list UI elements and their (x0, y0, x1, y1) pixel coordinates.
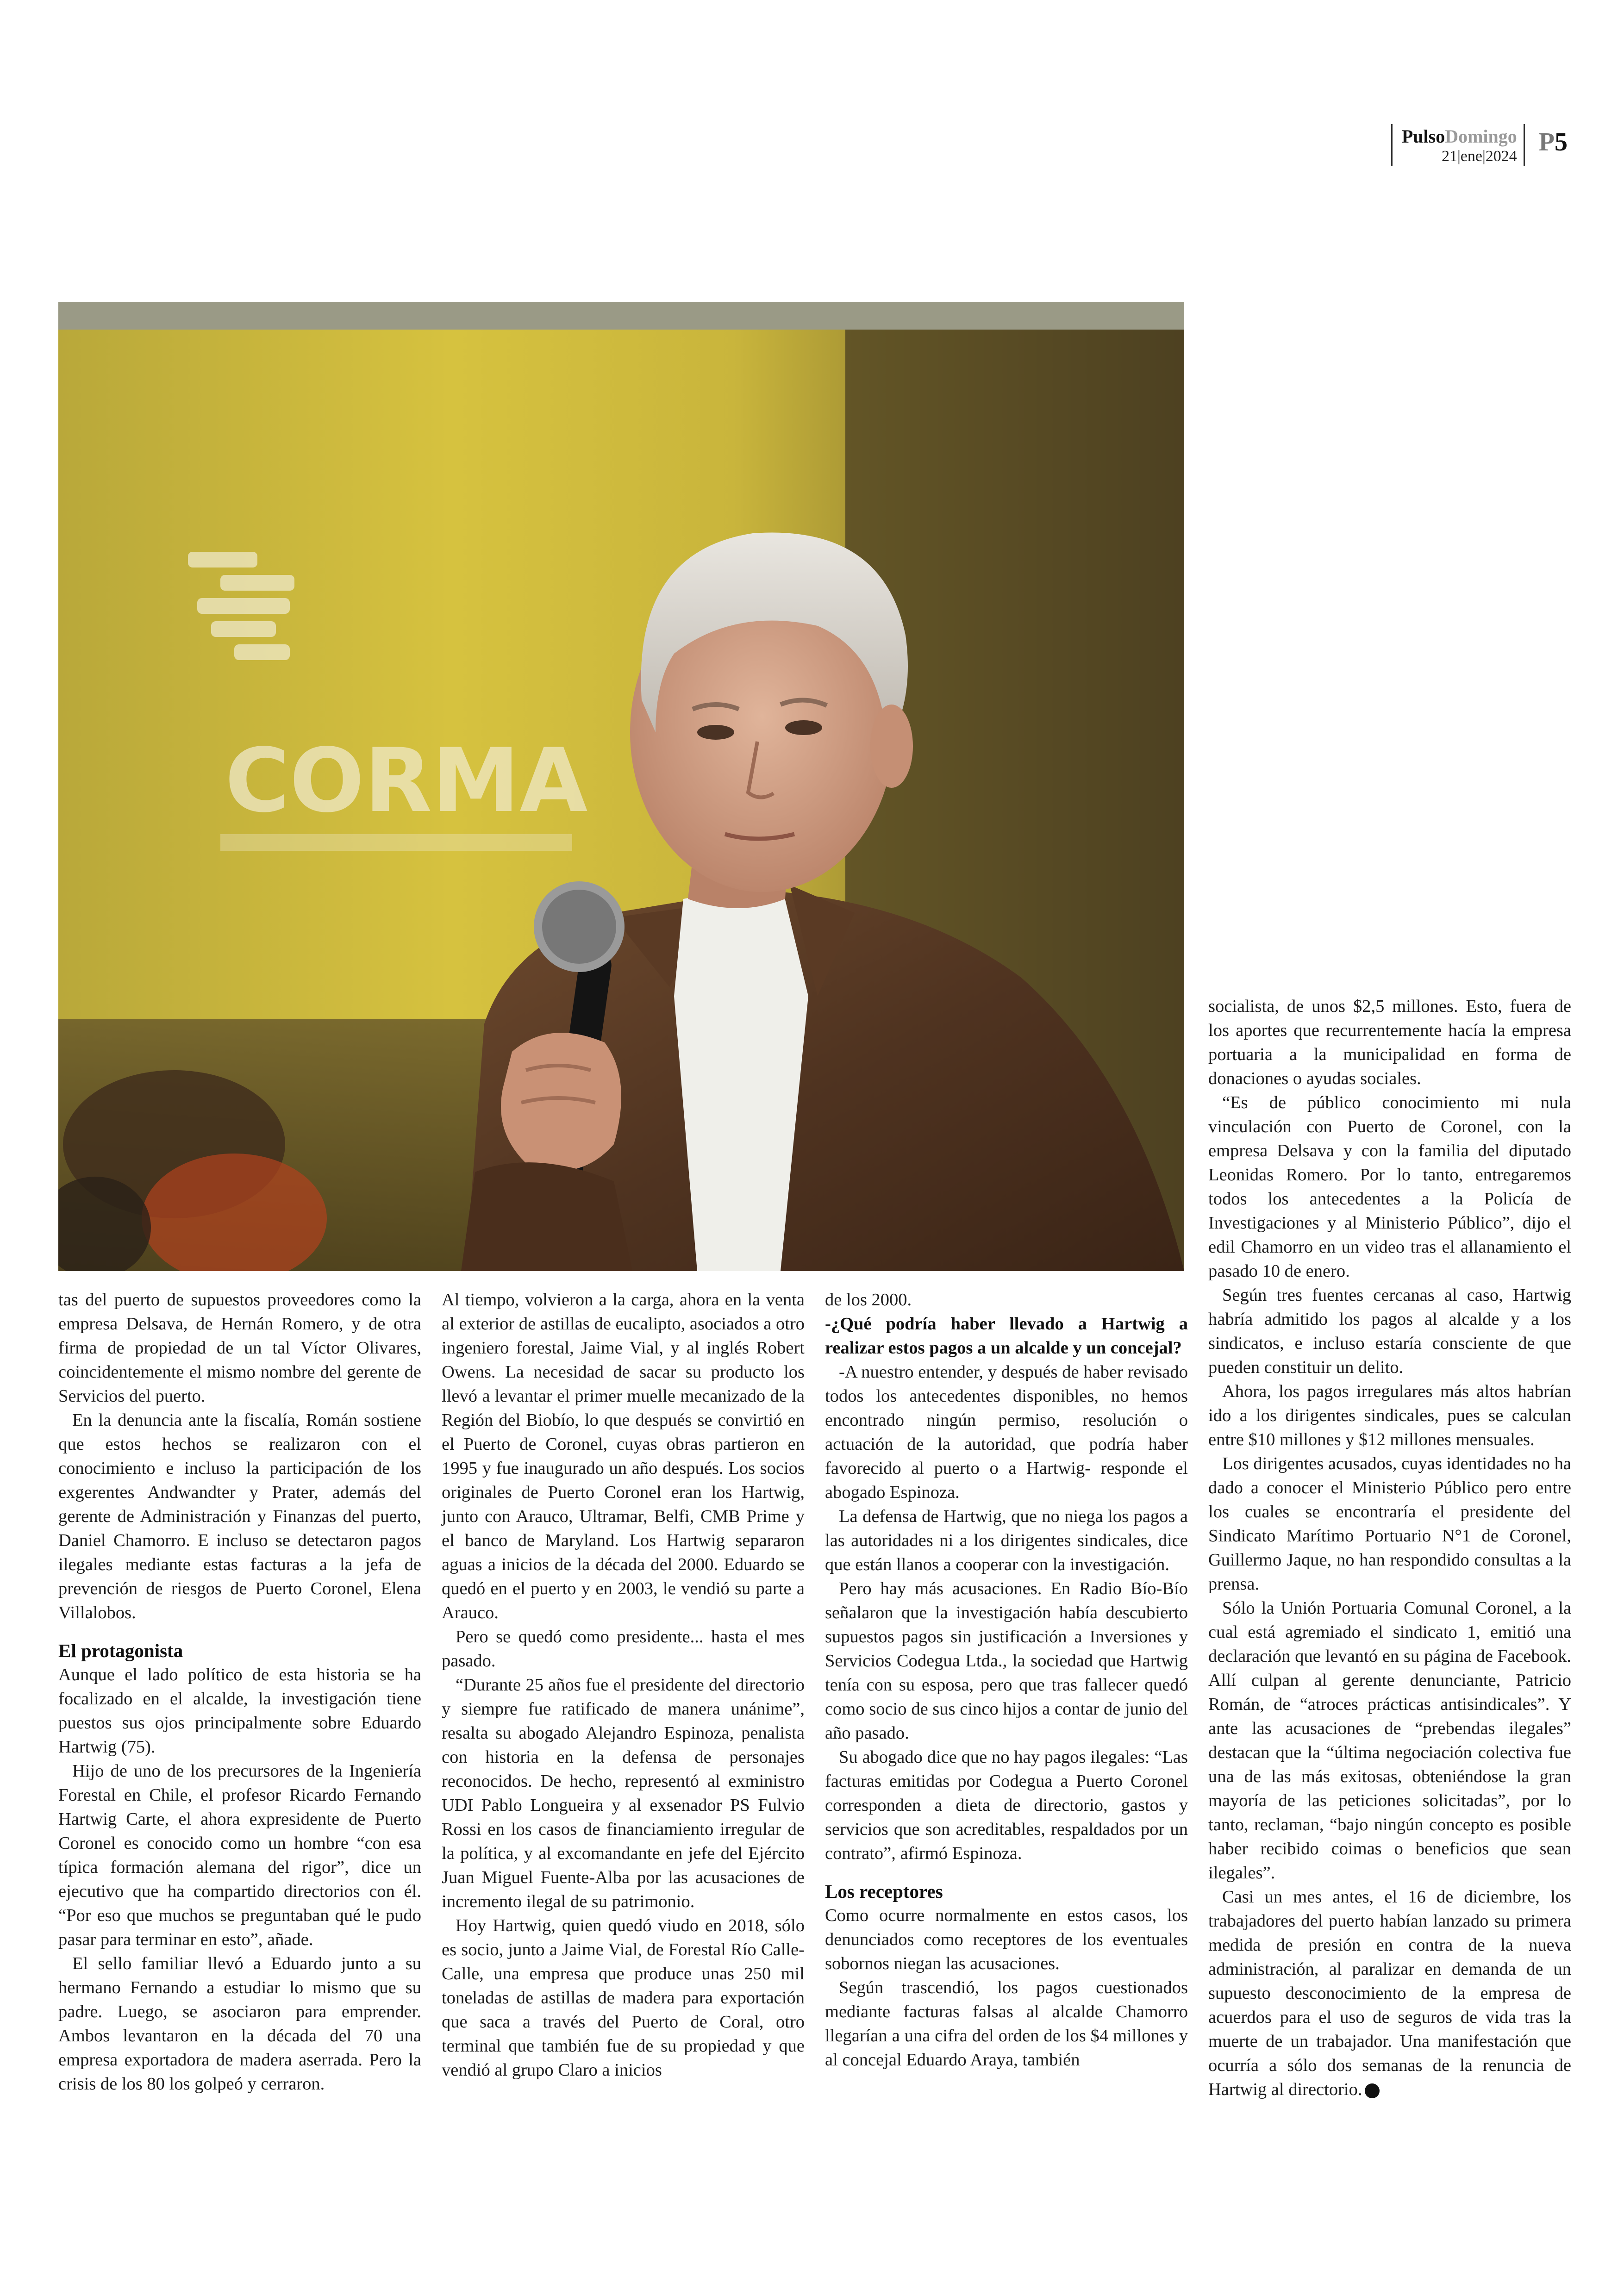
article-photo (58, 302, 1184, 1271)
paragraph: Hijo de uno de los precursores de la Ingeniería Forestal en Chile, el profesor Ricardo Fernando Hartwig Carte, el ahora expresidente de Puerto Coronel es conocido como un hombre “con esa típica formación alemana del rigor”, dice un ejecutivo que ha compartido directorios con él. “Por eso que muchos se preguntaban qué le pudo pasar para terminar en esto”, añade. (58, 1761, 421, 1949)
brand-main: Pulso (1401, 126, 1445, 147)
paragraph-text: Casi un mes antes, el 16 de diciembre, los trabajadores del puerto habían lanzado su primera medida de presión en contra de la nueva administración, al paralizar en demanda de un supuesto desconocimiento de la empresa de acuerdos para el uso de seguros de vida tras la muerte de un trabajador. Una manifestación que ocurría a sólo dos semanas de la renuncia de Hartwig al directorio. (1208, 1887, 1571, 2099)
paragraph: Su abogado dice que no hay pagos ilegales: “Las facturas emitidas por Codegua a Puerto Coronel corresponden a dieta de directorio, gastos y servicios que son acreditables, respaldados por un contrato”, afirmó Espinoza. (825, 1747, 1188, 1863)
paragraph: Como ocurre normalmente en estos casos, los denunciados como receptores de los eventuales sobornos niegan las acusaciones. (825, 1906, 1188, 1973)
paragraph: Sólo la Unión Portuaria Comunal Coronel, a la cual está agremiado el sindicato 1, emitió una declaración que levantó en su página de Facebook. Allí culpan al gerente denunciante, Patricio Román, de “atroces prácticas antisindicales”. Y ante las acusaciones de “prebendas ilegales” destacan que la “última negociación colectiva fue una de las más exitosas, obteniéndose la gran mayoría de las peticiones solicitadas”, por lo tanto, reclaman, “bajo ningún concepto es posible haber recibido coimas o beneficios que sean ilegales”. (1208, 1598, 1571, 1883)
subheading-receptores: Los receptores (825, 1881, 943, 1902)
photo-illustration (58, 302, 1184, 1271)
article-column-1 (58, 1288, 421, 2096)
paragraph: Pero hay más acusaciones. En Radio Bío-Bío señalaron que la investigación había descubierto supuestos pagos sin justificación a Inversiones y Servicios Codegua Ltda., la sociedad que Hartwig tenía con su esposa, pero que tras fallecer quedó como socio de sus cinco hijos a contar de junio del año pasado. (825, 1579, 1188, 1743)
paragraph: -A nuestro entender, y después de haber revisado todos los antecedentes disponibles, no hemos encontrado ningún permiso, resolución o actuación de la autoridad, que podría haber favorecido al puerto o a Hartwig- responde el abogado Espinoza. (825, 1362, 1188, 1502)
paragraph: Ahora, los pagos irregulares más altos habrían ido a los dirigentes sindicales, pues se calculan entre $10 millones y $12 millones mensuales. (1208, 1382, 1571, 1449)
paragraph: Pero se quedó como presidente... hasta el mes pasado. (442, 1627, 805, 1671)
page-header (1391, 124, 1568, 170)
article-column-3 (825, 1288, 1188, 2072)
paragraph: tas del puerto de supuestos proveedores como la empresa Delsava, de Hernán Romero, y de otra firma de propiedad de un tal Víctor Olivares, coincidentemente el mismo nombre del gerente de Servicios del puerto. (58, 1290, 421, 1406)
paragraph: En la denuncia ante la fiscalía, Román sostiene que estos hechos se realizaron con el conocimiento e incluso la participación de los exgerentes Andwandter y Prater, además del gerente de Administración y Finanzas del puerto, Daniel Chamorro. E incluso se detectaron pagos ilegales mediante estas facturas a la jefa de prevención de riesgos de Puerto Coronel, Elena Villalobos. (58, 1410, 421, 1622)
paragraph: “Es de público conocimiento mi nula vinculación con Puerto de Coronel, con la empresa Delsava y con la familia del diputado Leonidas Romero. Por lo tanto, entregaremos todos los antecedentes a la Policía de Investigaciones y al Ministerio Público”, dijo el edil Chamorro en un video tras el allanamiento el pasado 10 de enero. (1208, 1093, 1571, 1281)
article-column-2 (442, 1288, 805, 2082)
end-of-article-icon: P (1365, 2083, 1380, 2098)
paragraph: Los dirigentes acusados, cuyas identidades no ha dado a conocer el Ministerio Público pero entre los cuales se encontraría el presidente del Sindicato Marítimo Portuario N°1 de Coronel, Guillermo Jaque, no han respondido consultas a la prensa. (1208, 1454, 1571, 1594)
subheading-protagonista: El protagonista (58, 1640, 183, 1661)
page-number-value: 5 (1555, 128, 1568, 156)
page-prefix: P (1538, 128, 1555, 156)
publication-name (1402, 126, 1517, 147)
interview-question: -¿Qué podría haber llevado a Hartwig a realizar estos pagos a un alcalde y un concejal? (825, 1314, 1188, 1358)
paragraph: Según tres fuentes cercanas al caso, Hartwig habría admitido los pagos al alcalde y a los sindicatos, e incluso estaría consciente de que pueden constituir un delito. (1208, 1285, 1571, 1377)
paragraph: El sello familiar llevó a Eduardo junto a su hermano Fernando a estudiar lo mismo que su padre. Luego, se asociaron para emprender. Ambos levantaron en la década del 70 una empresa exportadora de madera aserrada. Pero la crisis de los 80 los golpeó y cerraron. (58, 1954, 421, 2094)
paragraph: socialista, de unos $2,5 millones. Esto, fuera de los aportes que recurrentemente hacía la empresa portuaria a la municipalidad en forma de donaciones o ayudas sociales. (1208, 997, 1571, 1088)
corma-sign-text: CORMA (225, 730, 588, 832)
masthead (1391, 124, 1525, 166)
paragraph: “Durante 25 años fue el presidente del directorio y siempre fue ratificado de manera unánime”, resalta su abogado Alejandro Espinoza, penalista con historia en la defensa de personajes reconocidos. De hecho, representó al exministro UDI Pablo Longueira y al exsenador PS Fulvio Rossi en los casos de financiamiento irregular de la política, y al excomandante en jefe del Ejército Juan Miguel Fuente-Alba por las acusaciones de incremento ilegal de su patrimonio. (442, 1675, 805, 1911)
paragraph: de los 2000. (825, 1290, 912, 1310)
paragraph: Hoy Hartwig, quien quedó viudo en 2018, sólo es socio, junto a Jaime Vial, de Forestal Río Calle-Calle, una empresa que produce unas 250 mil toneladas de astillas de madera para exportación que saca a través del Puerto de Coral, otro terminal que también fue de su propiedad y que vendió al grupo Claro a inicios (442, 1916, 805, 2080)
paragraph: Según trascendió, los pagos cuestionados mediante facturas falsas al alcalde Chamorro llegarían a una cifra del orden de los $4 millones y al concejal Eduardo Araya, también (825, 1978, 1188, 2070)
paragraph (1208, 1885, 1571, 2102)
paragraph: Al tiempo, volvieron a la carga, ahora en la venta al exterior de astillas de eucalipto, asociados a otro ingeniero forestal, Jaime Vial, y al inglés Robert Owens. La necesidad de sacar su producto los llevó a levantar el primer muelle mecanizado de la Región del Biobío, lo que después se convirtió en el Puerto de Coronel, cuyas obras partieron en 1995 y fue inaugurado un año después. Los socios originales de Puerto Coronel eran los Hartwig, junto con Arauco, Ultramar, Belfi, CMB Prime y el banco de Maryland. Los Hartwig separaron aguas a inicios de la década del 2000. Eduardo se quedó en el puerto y en 2003, le vendió su parte a Arauco. (442, 1290, 805, 1622)
brand-sub: Domingo (1445, 126, 1517, 147)
article-column-4 (1208, 994, 1571, 2102)
issue-date: 21|ene|2024 (1441, 148, 1517, 165)
page-number (1539, 124, 1568, 160)
paragraph: La defensa de Hartwig, que no niega los pagos a las autoridades ni a los dirigentes sindicales, dice que están llanos a cooperar con la investigación. (825, 1507, 1188, 1574)
paragraph: Aunque el lado político de esta historia se ha focalizado en el alcalde, la investigación tiene puestos sus ojos principalmente sobre Eduardo Hartwig (75). (58, 1665, 421, 1757)
